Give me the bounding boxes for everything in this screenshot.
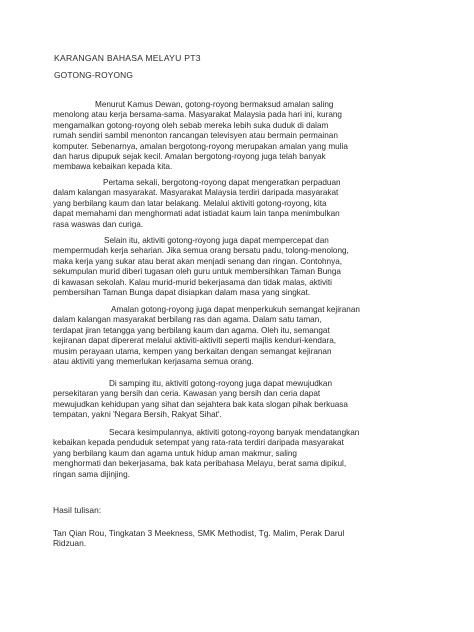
- paragraph-line: mewujudkan kehidupan yang sihat dan sejahtera bak kata slogan pihak berkuasa: [53, 399, 348, 409]
- paragraph-line: dalam kalangan masyarakat berbilang ras dan agama. Dalam satu taman,: [53, 315, 322, 325]
- paragraph-line: Di samping itu, aktiviti gotong-royong juga dapat mewujudkan: [109, 379, 333, 388]
- paragraph-line: di kawasan sekolah. Kalau murid-murid bekerjasama dan tidak malas, aktiviti: [53, 277, 332, 287]
- paragraph-line: sekumpulan murid diberi tugasan oleh guru untuk membersihkan Taman Bunga: [53, 267, 341, 277]
- paragraph-line: membawa kebaikan kepada kita.: [53, 162, 173, 172]
- paragraph-line: atau aktiviti yang memerlukan kerjasama semua orang.: [53, 356, 254, 366]
- paragraph-2: [53, 178, 438, 230]
- paragraph-line: Selain itu, aktiviti gotong-royong juga dapat mempercepat dan: [104, 236, 329, 245]
- paragraph-line: dapat memahami dan menghormati adat istiadat kaum lain tanpa menimbulkan: [53, 209, 340, 219]
- author-label: Hasil tulisan:: [53, 505, 102, 515]
- paragraph-line: rumah sendiri sambil menonton rancangan televisyen atau bermain permainan: [53, 131, 338, 141]
- paragraph-line: rasa waswas dan curiga.: [53, 219, 144, 229]
- paragraph-line: persekitaran yang bersih dan ceria. Kawasan yang bersih dan ceria dapat: [53, 389, 321, 399]
- paragraph-line: pembersihan Taman Bunga dapat disiapkan dalam masa yang singkat.: [53, 287, 311, 297]
- paragraph-line: musim perayaan utama, kempen yang berkaitan dengan semangat kejiranan: [53, 346, 332, 356]
- paragraph-line: menghormati dan bekerjasama, bak kata peribahasa Melayu, berat sama dipikul,: [53, 459, 347, 469]
- paragraph-line: ringan sama dijinjing.: [53, 469, 130, 479]
- paragraph-line: yang berbilang kaum dan latar belakang. Melalui aktiviti gotong-royong, kita: [53, 198, 327, 208]
- author-line: Ridzuan.: [53, 538, 87, 549]
- author-line: Tan Qian Rou, Tingkatan 3 Meekness, SMK Methodist, Tg. Malim, Perak Darul: [53, 528, 345, 538]
- paragraph-line: komputer. Sebenarnya, amalan bergotong-royong merupakan amalan yang mulia: [53, 141, 348, 151]
- paragraph-line: Secara kesimpulannya, aktiviti gotong-royong banyak mendatangkan: [109, 428, 360, 437]
- paragraph-1: [53, 100, 438, 173]
- document-title: KARANGAN BAHASA MELAYU PT3: [54, 53, 201, 63]
- document-subtitle: GOTONG-ROYONG: [54, 70, 134, 80]
- paragraph-4: [53, 305, 438, 367]
- paragraph-line: Menurut Kamus Dewan, gotong-royong bermaksud amalan saling: [95, 100, 334, 109]
- paragraph-line: tempatan, yakni 'Negara Bersih, Rakyat Sihat'.: [53, 410, 222, 420]
- paragraph-line: yang berbilang kaum dan agama untuk hidup aman makmur, saling: [53, 448, 297, 458]
- author-info: [53, 528, 438, 549]
- paragraph-line: dan harus dipupuk sejak kecil. Amalan bergotong-royong juga telah banyak: [53, 151, 326, 161]
- paragraph-line: dalam kalangan masyarakat. Masyarakat Malaysia terdiri daripada masyarakat: [53, 188, 339, 198]
- paragraph-line: menolong atau kerja bersama-sama. Masyarakat Malaysia pada hari ini, kurang: [53, 110, 342, 120]
- paragraph-line: maka kerja yang sukar atau berat akan menjadi senang dan ringan. Contohnya,: [53, 256, 343, 266]
- paragraph-line: mempermudah kerja seharian. Jika semua orang bersatu padu, tolong-menolong,: [53, 246, 349, 256]
- paragraph-line: Pertama sekali, bergotong-royong dapat mengeratkan perpaduan: [103, 178, 341, 187]
- paragraph-6: [53, 428, 438, 480]
- paragraph-line: terdapat jiran tetangga yang berbilang kaum dan agama. Oleh itu, semangat: [53, 325, 330, 335]
- paragraph-line: kejiranan dapat dipererat melalui aktiviti-aktiviti seperti majlis kenduri-kendara,: [53, 336, 337, 346]
- paragraph-line: mengamalkan gotong-royong oleh sebab mereka lebih suka duduk di dalam: [53, 120, 329, 130]
- paragraph-line: kebaikan kepada penduduk setempat yang rata-rata terdiri daripada masyarakat: [53, 438, 344, 448]
- paragraph-3: [53, 236, 438, 298]
- paragraph-5: [53, 379, 438, 421]
- paragraph-line: Amalan gotong-royong juga dapat menperkukuh semangat kejiranan: [111, 305, 360, 314]
